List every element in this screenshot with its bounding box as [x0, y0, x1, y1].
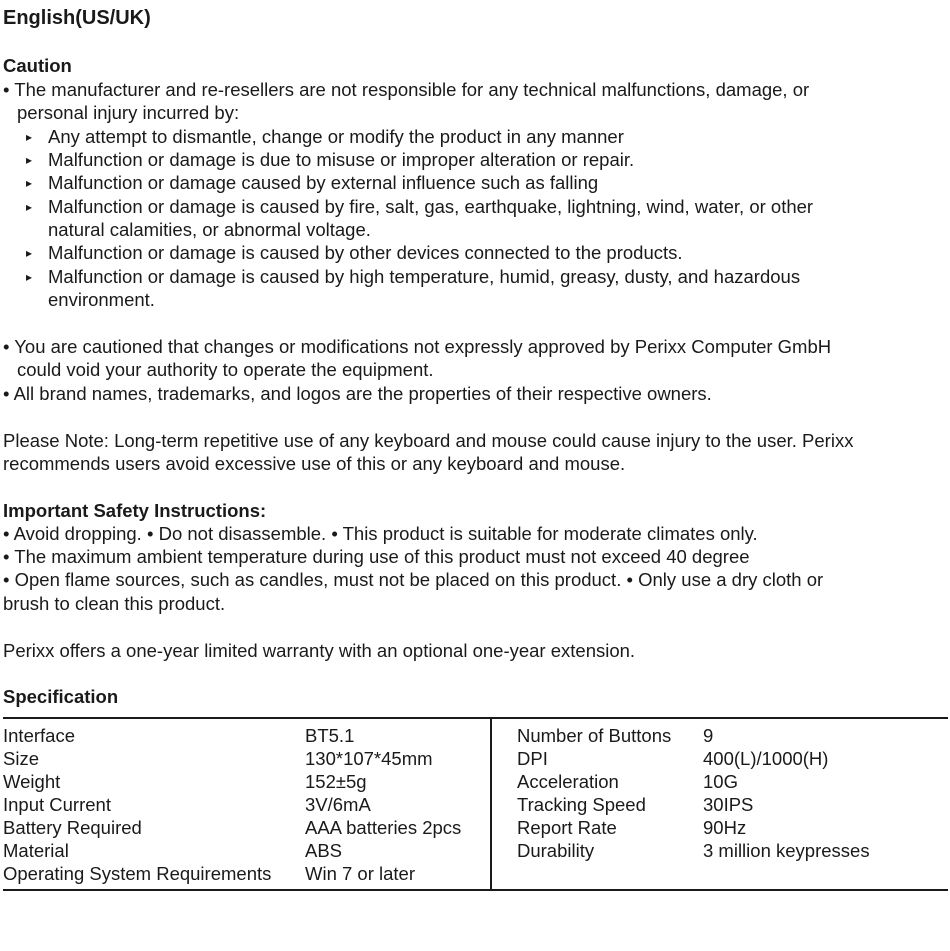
caution-intro-line2: personal injury incurred by: — [17, 102, 240, 123]
safety-line1: • Avoid dropping. • Do not disassemble. • This product is suitable for moderate climates only. — [3, 523, 758, 544]
spec-value: 130*107*45mm — [305, 748, 433, 769]
spec-value: 9 — [703, 725, 714, 746]
spec-label: Weight — [3, 771, 61, 792]
spec-label: Report Rate — [517, 817, 617, 838]
bullet-triangle-icon: ▸ — [26, 176, 33, 190]
safety-line3: • Open flame sources, such as candles, must not be placed on this product. • Only use a dry cloth or — [3, 569, 824, 590]
caution-item: ▸ Malfunction or damage is caused by other devices connected to the products. — [26, 242, 683, 263]
spec-value: 30IPS — [703, 794, 754, 815]
bullet-triangle-icon: ▸ — [26, 270, 33, 284]
table-divider — [490, 719, 492, 889]
bullet-triangle-icon: ▸ — [26, 246, 33, 260]
caution-item-continuation: natural calamities, or abnormal voltage. — [48, 219, 371, 240]
caution-note1-line1: • You are cautioned that changes or modifications not expressly approved by Perixx Computer GmbH — [3, 336, 832, 357]
bullet-triangle-icon: ▸ — [26, 153, 33, 167]
spec-label: Number of Buttons — [517, 725, 672, 746]
spec-value: 3V/6mA — [305, 794, 371, 815]
bullet-triangle-icon: ▸ — [26, 130, 33, 144]
safety-heading: Important Safety Instructions: — [3, 500, 267, 521]
caution-note1-line2: could void your authority to operate the equipment. — [17, 359, 434, 380]
spec-value: 3 million keypresses — [703, 840, 870, 861]
specification-heading: Specification — [3, 686, 119, 707]
spec-label: Input Current — [3, 794, 111, 815]
spec-label: Battery Required — [3, 817, 142, 838]
caution-item: ▸ Any attempt to dismantle, change or modify the product in any manner — [26, 126, 624, 147]
spec-value: Win 7 or later — [305, 863, 416, 884]
spec-value: 10G — [703, 771, 738, 792]
warranty-text: Perixx offers a one-year limited warranty with an optional one-year extension. — [3, 640, 636, 661]
specification-table — [3, 717, 948, 891]
spec-value: BT5.1 — [305, 725, 355, 746]
bullet-triangle-icon: ▸ — [26, 200, 33, 214]
caution-note2: • All brand names, trademarks, and logos are the properties of their respective owners. — [3, 383, 712, 404]
please-note-line2: recommends users avoid excessive use of this or any keyboard and mouse. — [3, 453, 626, 474]
spec-value: 90Hz — [703, 817, 747, 838]
spec-label: Durability — [517, 840, 595, 861]
spec-label: DPI — [517, 748, 548, 769]
spec-value: AAA batteries 2pcs — [305, 817, 462, 838]
caution-item: ▸ Malfunction or damage is caused by fire, salt, gas, earthquake, lightning, wind, water, or other — [26, 196, 814, 217]
caution-item: ▸ Malfunction or damage is caused by high temperature, humid, greasy, dusty, and hazardous — [26, 266, 801, 287]
spec-label: Tracking Speed — [517, 794, 646, 815]
spec-label: Acceleration — [517, 771, 619, 792]
spec-value: ABS — [305, 840, 343, 861]
safety-line2: • The maximum ambient temperature during use of this product must not exceed 40 degree — [3, 546, 750, 567]
safety-line4: brush to clean this product. — [3, 593, 226, 614]
spec-label: Operating System Requirements — [3, 863, 272, 884]
please-note-line1: Please Note: Long-term repetitive use of any keyboard and mouse could cause injury to the user. Perixx — [3, 430, 854, 451]
spec-value: 400(L)/1000(H) — [703, 748, 829, 769]
spec-label: Material — [3, 840, 69, 861]
caution-heading: Caution — [3, 55, 72, 76]
caution-intro-line1: • The manufacturer and re-resellers are not responsible for any technical malfunctions, damage, or — [3, 79, 810, 100]
spec-label: Interface — [3, 725, 75, 746]
language-title: English(US/UK) — [3, 7, 151, 29]
spec-label: Size — [3, 748, 39, 769]
caution-item-continuation: environment. — [48, 289, 155, 310]
spec-value: 152±5g — [305, 771, 367, 792]
caution-item: ▸ Malfunction or damage is due to misuse or improper alteration or repair. — [26, 149, 635, 170]
caution-item: ▸ Malfunction or damage caused by external influence such as falling — [26, 172, 599, 193]
